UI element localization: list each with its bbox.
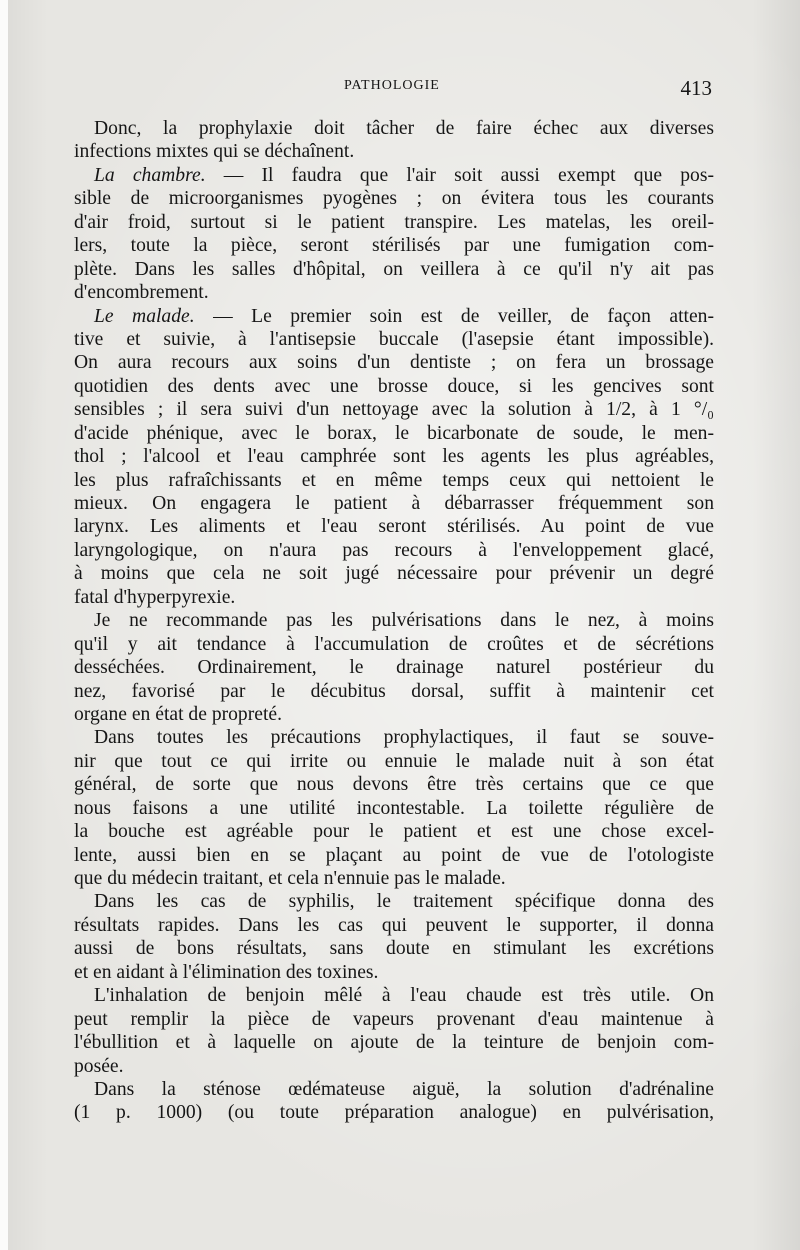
text-line: mieux. On engagera le patient à débarrasser fréquemment son <box>74 493 714 514</box>
text-line: Dans les cas de syphilis, le traitement spécifique donna des <box>94 891 714 913</box>
text-line: d'air froid, surtout si le patient transpire. Les matelas, les oreil- <box>74 211 714 233</box>
text-line: peut remplir la pièce de vapeurs provenant d'eau maintenue à <box>74 1008 714 1030</box>
text-line: tive et suivie, à l'antisepsie buccale (l'asepsie étant impossible). <box>74 328 714 350</box>
text-line: sible de microorganismes pyogènes ; on évitera tous les courants <box>74 188 714 210</box>
text-line: à moins que cela ne soit jugé nécessaire pour prévenir un degré <box>74 563 714 585</box>
text-line: fatal d'hyperpyrexie. <box>74 586 236 608</box>
text-line: quotidien des dents avec une brosse douce, si les gencives sont <box>74 375 714 397</box>
text-line: nir que tout ce qui irrite ou ennuie le malade nuit à son état <box>74 750 714 772</box>
text-line: que du médecin traitant, et cela n'ennuie pas le malade. <box>74 868 506 889</box>
text-line: L'inhalation de benjoin mêlé à l'eau chaude est très utile. On <box>94 985 714 1007</box>
text-line: (1 p. 1000) (ou toute préparation analogue) en pulvérisation, <box>74 1102 714 1124</box>
text-line: l'ébullition et à laquelle on ajoute de la teinture de benjoin com- <box>74 1032 714 1054</box>
text-line: posée. <box>74 1055 124 1077</box>
text-line-continuation: — Il faudra que l'air soit aussi exempt que pos- <box>205 164 714 186</box>
section-heading-la-chambre: La chambre. <box>94 164 206 186</box>
page-number: 413 <box>680 76 712 100</box>
text-line: d'encombrement. <box>74 282 209 304</box>
text-line: plète. Dans les salles d'hôpital, on veillera à ce qu'il n'y ait pas <box>74 258 714 280</box>
section-heading-le-malade: Le malade. <box>94 305 195 327</box>
text-line: organe en état de propreté. <box>74 703 282 725</box>
text-line: général, de sorte que nous devons être très certains que ce que <box>74 774 714 796</box>
text-line: lente, aussi bien en se plaçant au point de vue de l'otologiste <box>74 844 714 866</box>
text-line-continuation: — Le premier soin est de veiller, de façon atten- <box>194 305 714 327</box>
text-line: Je ne recommande pas les pulvérisations dans le nez, à moins <box>94 610 714 632</box>
text-line: desséchées. Ordinairement, le drainage naturel postérieur du <box>74 657 714 679</box>
text-line: thol ; l'alcool et l'eau camphrée sont les agents les plus agréables, <box>74 446 714 468</box>
text-line: d'acide phénique, avec le borax, le bicarbonate de soude, le men- <box>74 422 714 444</box>
text-line: larynx. Les aliments et l'eau seront stérilisés. Au point de vue <box>74 516 714 538</box>
text-line: Donc, la prophylaxie doit tâcher de faire échec aux diverses <box>94 118 714 139</box>
text-line: résultats rapides. Dans les cas qui peuvent le supporter, il donna <box>74 914 714 936</box>
text-line: On aura recours aux soins d'un dentiste ; on fera un brossage <box>74 352 714 374</box>
text-line: nous faisons a une utilité incontestable. La toilette régulière de <box>74 797 714 819</box>
text-line: les plus rafraîchissants et en même temps ceux qui nettoient le <box>74 469 714 491</box>
text-line: infections mixtes qui se déchaînent. <box>74 141 355 163</box>
text-line: aussi de bons résultats, sans doute en stimulant les excrétions <box>74 938 714 960</box>
text-line: laryngologique, on n'aura pas recours à l'enveloppement glacé, <box>74 539 714 561</box>
text-line <box>74 164 714 187</box>
body-text <box>74 117 714 1125</box>
page-left-edge <box>0 0 8 1250</box>
text-line: qu'il y ait tendance à l'accumulation de croûtes et de sécrétions <box>74 633 714 655</box>
text-line: Dans toutes les précautions prophylactiques, il faut se souve- <box>94 727 714 749</box>
text-line: nez, favorisé par le décubitus dorsal, suffit à maintenir cet <box>74 680 714 702</box>
running-head <box>74 76 714 104</box>
text-line <box>74 305 714 328</box>
text-line: la bouche est agréable pour le patient et est une chose excel- <box>74 821 714 843</box>
text-line: lers, toute la pièce, seront stérilisés par une fumigation com- <box>74 235 714 257</box>
text-line: sensibles ; il sera suivi d'un nettoyage avec la solution à 1/2, à 1 °/₀ <box>74 399 714 421</box>
text-line: et en aidant à l'élimination des toxines. <box>74 961 379 983</box>
text-line: Dans la sténose œdémateuse aiguë, la solution d'adrénaline <box>94 1078 714 1100</box>
running-title: PATHOLOGIE <box>344 78 440 93</box>
